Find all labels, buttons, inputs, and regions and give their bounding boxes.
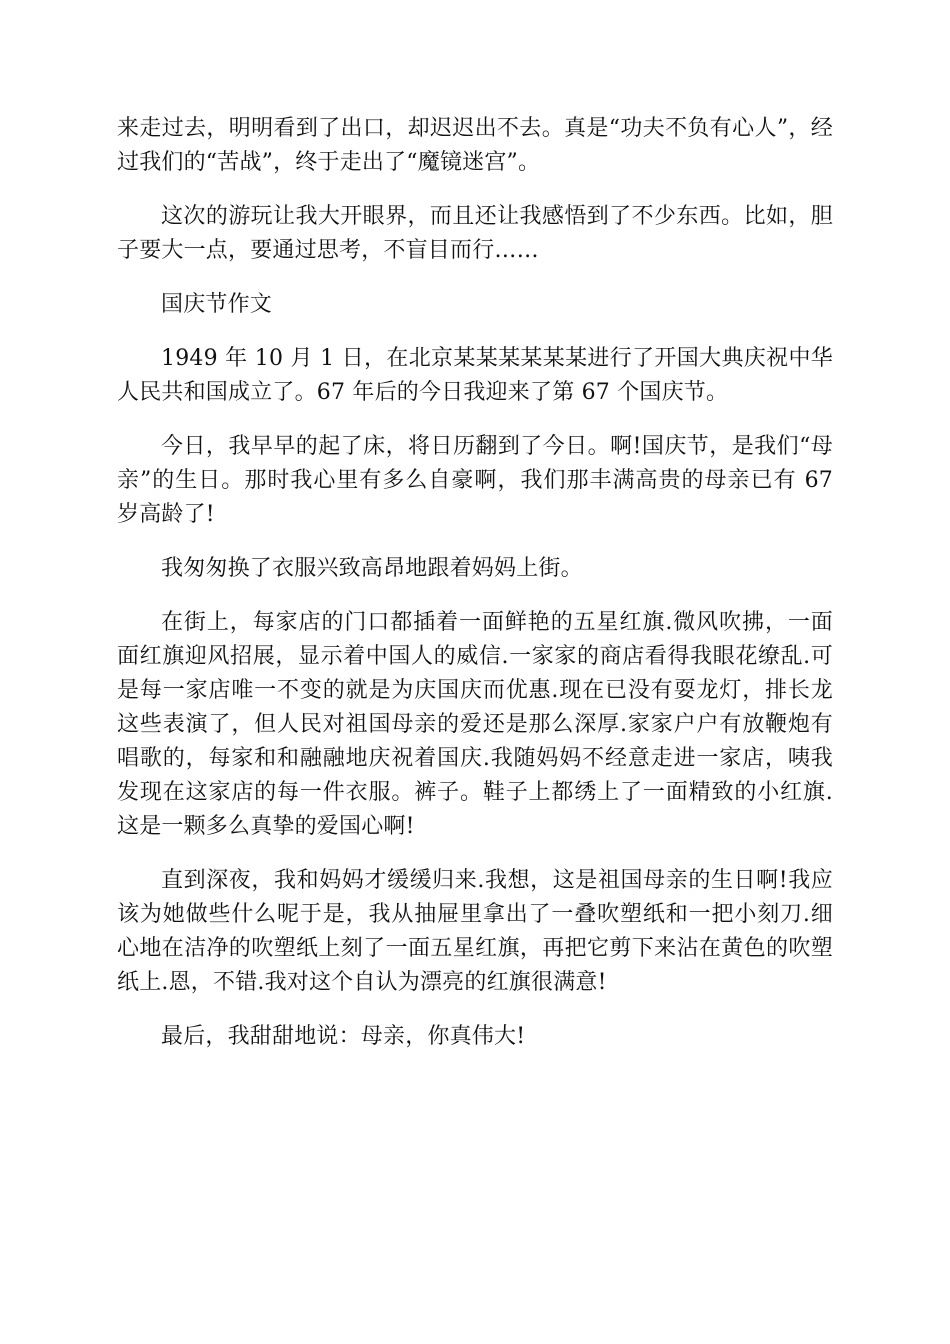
paragraph-reflection: 这次的游玩让我大开眼界，而且还让我感悟到了不少东西。比如，胆子要大一点，要通过思考，不盲目而行…… <box>117 204 833 263</box>
paragraph-maze-ending: 来走过去，明明看到了出口，却迟迟出不去。真是“功夫不负有心人”，经过我们的“苦战”，终于走出了“魔镜迷宫”。 <box>117 116 833 175</box>
paragraph-founding: 1949 年 10 月 1 日，在北京某某某某某某进行了开国大典庆祝中华人民共和国成立了。67 年后的今日我迎来了第 67 个国庆节。 <box>117 346 833 405</box>
paragraph-night: 直到深夜，我和妈妈才缓缓归来.我想，这是祖国母亲的生日啊!我应该为她做些什么呢于是，我从抽屉里拿出了一叠吹塑纸和一把小刻刀.细心地在洁净的吹塑纸上刻了一面五星红旗，再把它剪下来沾在黄色的吹塑纸上.恩，不错.我对这个自认为漂亮的红旗很满意! <box>117 868 833 995</box>
paragraph-street: 在街上，每家店的门口都插着一面鲜艳的五星红旗.微风吹拂，一面面红旗迎风招展，显示着中国人的威信.一家家的商店看得我眼花缭乱.可是每一家店唯一不变的就是为庆国庆而优惠.现在已没有耍龙灯，排长龙这些表演了，但人民对祖国母亲的爱还是那么深厚.家家户户有放鞭炮有唱歌的，每家和和融融地庆祝着国庆.我随妈妈不经意走进一家店，咦我发现在这家店的每一件衣服。裤子。鞋子上都绣上了一面精致的小红旗.这是一颗多么真挚的爱国心啊! <box>117 610 833 839</box>
paragraph-conclusion: 最后，我甜甜地说：母亲，你真伟大! <box>161 1024 526 1049</box>
paragraph-going-out: 我匆匆换了衣服兴致高昂地跟着妈妈上街。 <box>161 556 583 581</box>
document-body <box>117 112 833 1074</box>
essay-title: 国庆节作文 <box>161 292 273 317</box>
paragraph-morning: 今日，我早早的起了床，将日历翻到了今日。啊!国庆节，是我们“母亲”的生日。那时我心里有多么自豪啊，我们那丰满高贵的母亲已有 67 岁高龄了! <box>117 434 833 527</box>
